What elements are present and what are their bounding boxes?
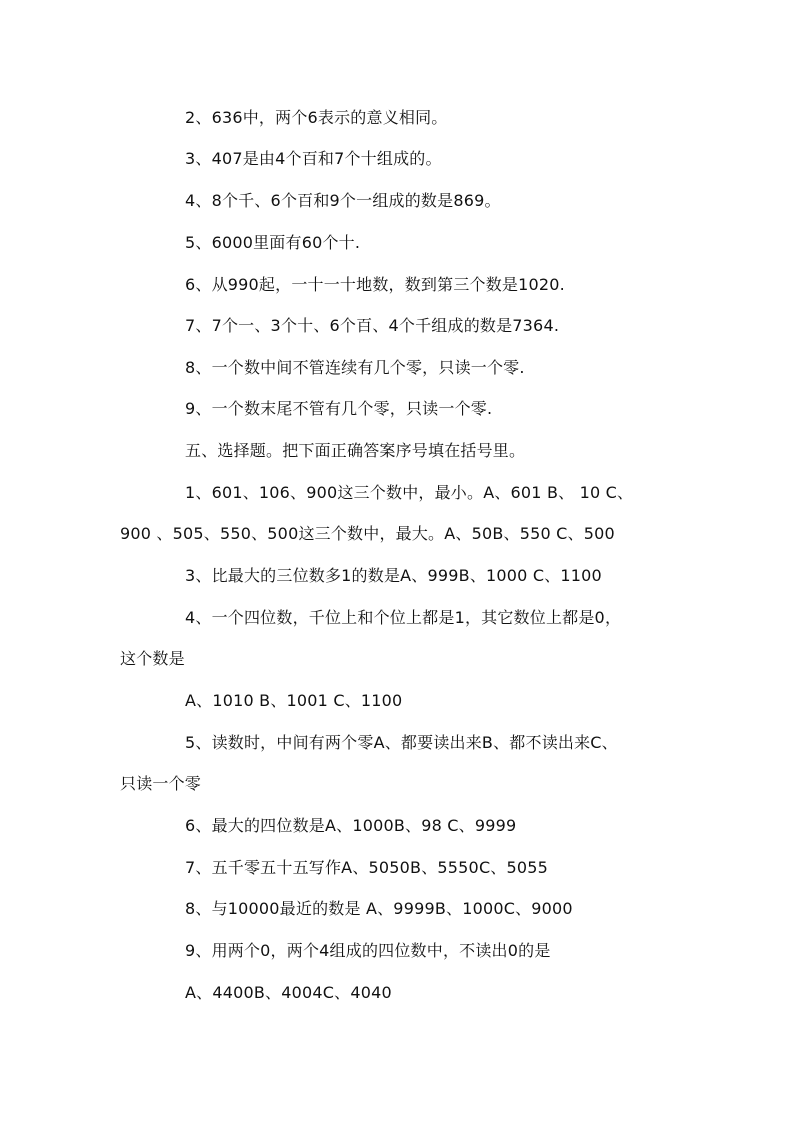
section-heading: 五、选择题。把下面正确答案序号填在括号里。 [185, 441, 526, 460]
statement-6: 6、从990起，一十一十地数，数到第三个数是1020. [185, 275, 565, 294]
question-3: 3、比最大的三位数多1的数是A、999B、1000 C、1100 [185, 566, 602, 585]
statement-9: 9、一个数末尾不管有几个零，只读一个零. [185, 399, 493, 418]
question-4-options: A、1010 B、1001 C、1100 [185, 691, 403, 710]
statement-8: 8、一个数中间不管连续有几个零，只读一个零. [185, 358, 525, 377]
statement-3: 3、407是由4个百和7个十组成的。 [185, 149, 442, 168]
question-5-continued: 只读一个零 [120, 774, 202, 793]
question-9-options: A、4400B、4004C、4040 [185, 983, 392, 1002]
statement-5: 5、6000里面有60个十. [185, 233, 361, 252]
question-8: 8、与10000最近的数是 A、9999B、1000C、9000 [185, 899, 573, 918]
statement-2: 2、636中，两个6表示的意义相同。 [185, 108, 448, 127]
question-4-continued: 这个数是 [120, 649, 185, 668]
question-4: 4、一个四位数，千位上和个位上都是1，其它数位上都是0， [185, 608, 622, 627]
question-7: 7、五千零五十五写作A、5050B、5550C、5055 [185, 858, 549, 877]
question-1: 1、601、106、900这三个数中，最小。A、601 B、 10 C、 [185, 483, 634, 502]
statement-4: 4、8个千、6个百和9个一组成的数是869。 [185, 191, 501, 210]
question-2: 900 、505、550、500这三个数中，最大。A、50B、550 C、500 [120, 524, 615, 543]
question-6: 6、最大的四位数是A、1000B、98 C、9999 [185, 816, 517, 835]
question-9: 9、用两个0，两个4组成的四位数中，不读出0的是 [185, 941, 551, 960]
statement-7: 7、7个一、3个十、6个百、4个千组成的数是7364. [185, 316, 560, 335]
question-5: 5、读数时，中间有两个零A、都要读出来B、都不读出来C、 [185, 733, 618, 752]
